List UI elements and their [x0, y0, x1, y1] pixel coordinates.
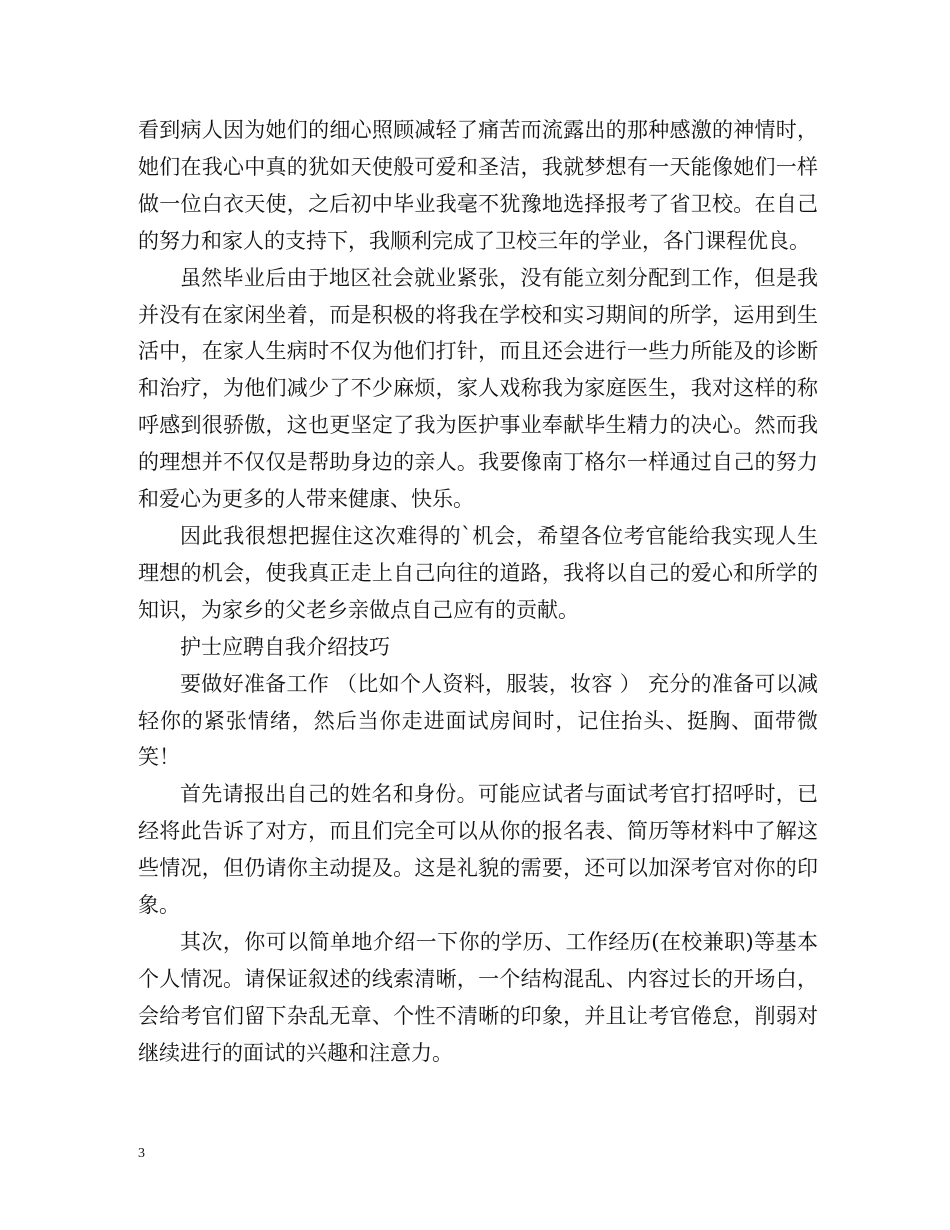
- paragraph-4: 要做好准备工作 （比如个人资料，服装，妆容 ） 充分的准备可以减轻你的紧张情绪，然后当你走进面试房间时，记住抬头、挺胸、面带微笑！: [138, 671, 818, 770]
- paragraph-2: 虽然毕业后由于地区社会就业紧张，没有能立刻分配到工作，但是我并没有在家闲坐着，而是积极的将我在学校和实习期间的所学，运用到生活中，在家人生病时不仅为他们打针，而且还会进行一些力所能及的诊断和治疗，为他们减少了不少麻烦，家人戏称我为家庭医生，我对这样的称呼感到很骄傲，这也更坚定了我为医护事业奉献毕生精力的决心。然而我的理想并不仅仅是帮助身边的亲人。我要像南丁格尔一样通过自己的努力和爱心为更多的人带来健康、快乐。: [138, 265, 818, 512]
- page-number: 3: [138, 1146, 145, 1161]
- paragraph-3: 因此我很想把握住这次难得的`机会，希望各位考官能给我实现人生理想的机会，使我真正走上自己向往的道路，我将以自己的爱心和所学的知识，为家乡的父老乡亲做点自己应有的贡献。: [138, 523, 818, 622]
- paragraph-1: 看到病人因为她们的细心照顾减轻了痛苦而流露出的那种感激的神情时，她们在我心中真的犹如天使般可爱和圣洁，我就梦想有一天能像她们一样做一位白衣天使，之后初中毕业我毫不犹豫地选择报考了省卫校。在自己的努力和家人的支持下，我顺利完成了卫校三年的学业，各门课程优良。: [138, 118, 818, 253]
- paragraph-6: 其次，你可以简单地介绍一下你的学历、工作经历(在校兼职)等基本个人情况。请保证叙述的线索清晰，一个结构混乱、内容过长的开场白，会给考官们留下杂乱无章、个性不清晰的印象，并且让考官倦怠，削弱对继续进行的面试的兴趣和注意力。: [138, 929, 818, 1065]
- paragraph-5: 首先请报出自己的姓名和身份。可能应试者与面试考官打招呼时，已经将此告诉了对方，而且们完全可以从你的报名表、简历等材料中了解这些情况，但仍请你主动提及。这是礼貌的需要，还可以加深考官对你的印象。: [138, 782, 818, 918]
- document-body: [138, 112, 818, 1072]
- section-heading: 护士应聘自我介绍技巧: [180, 634, 390, 659]
